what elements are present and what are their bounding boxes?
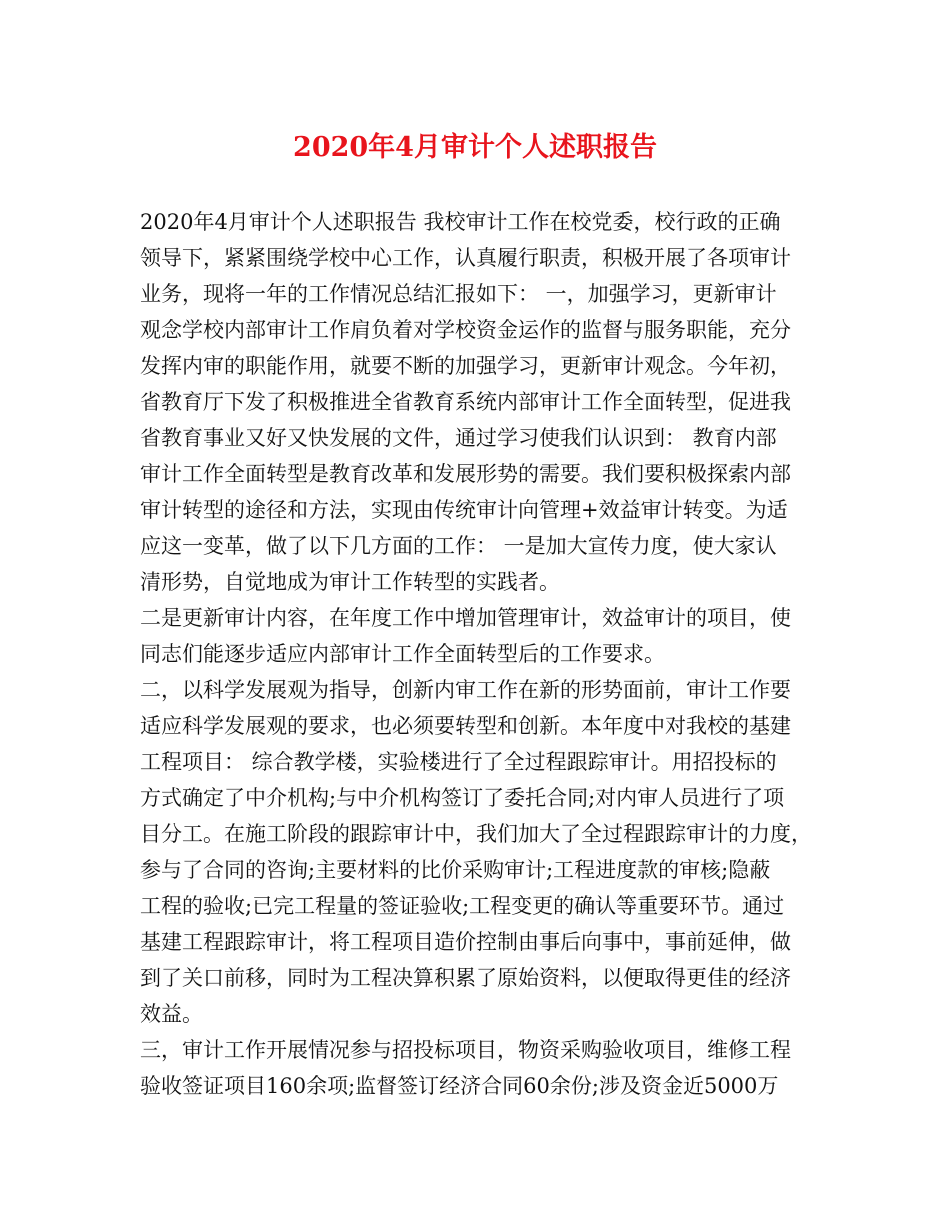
body-line: 审计转型的途径和方法，实现由传统审计向管理+效益审计转变。为适 <box>140 498 788 522</box>
body-line: 二是更新审计内容，在年度工作中增加管理审计，效益审计的项目，使 <box>140 606 791 630</box>
body-line: 参与了合同的咨询;主要材料的比价采购审计;工程进度款的审核;隐蔽 <box>140 858 771 882</box>
body-line: 2020年4月审计个人述职报告 我校审计工作在校党委，校行政的正确 <box>140 210 781 234</box>
body-line: 审计工作全面转型是教育改革和发展形势的需要。我们要积极探索内部 <box>140 462 791 486</box>
body-line: 目分工。在施工阶段的跟踪审计中，我们加大了全过程跟踪审计的力度， <box>140 822 812 846</box>
document-title: 2020年4月审计个人述职报告 <box>293 132 657 163</box>
body-line: 工程的验收;已完工程量的签证验收;工程变更的确认等重要环节。通过 <box>140 894 785 918</box>
body-line: 验收签证项目160余项;监督签订经济合同60余份;涉及资金近5000万 <box>140 1074 779 1098</box>
body-line: 三，审计工作开展情况参与招投标项目，物资采购验收项目，维修工程 <box>140 1038 791 1062</box>
body-line: 业务，现将一年的工作情况总结汇报如下： 一，加强学习，更新审计 <box>140 282 777 306</box>
body-line: 适应科学发展观的要求，也必须要转型和创新。本年度中对我校的基建 <box>140 714 791 738</box>
body-line: 工程项目： 综合教学楼，实验楼进行了全过程跟踪审计。用招投标的 <box>140 750 777 774</box>
body-line: 观念学校内部审计工作肩负着对学校资金运作的监督与服务职能，充分 <box>140 318 791 342</box>
body-line: 省教育厅下发了积极推进全省教育系统内部审计工作全面转型，促进我 <box>140 390 791 414</box>
body-line: 到了关口前移，同时为工程决算积累了原始资料，以便取得更佳的经济 <box>140 966 791 990</box>
body-line: 省教育事业又好又快发展的文件，通过学习使我们认识到： 教育内部 <box>140 426 777 450</box>
body-line: 同志们能逐步适应内部审计工作全面转型后的工作要求。 <box>140 642 665 666</box>
body-line: 基建工程跟踪审计，将工程项目造价控制由事后向事中，事前延伸，做 <box>140 930 791 954</box>
body-line: 领导下，紧紧围绕学校中心工作，认真履行职责，积极开展了各项审计 <box>140 246 791 270</box>
body-line: 二，以科学发展观为指导，创新内审工作在新的形势面前，审计工作要 <box>140 678 791 702</box>
body-line: 发挥内审的职能作用，就要不断的加强学习，更新审计观念。今年初， <box>140 354 791 378</box>
body-line: 方式确定了中介机构;与中介机构签订了委托合同;对内审人员进行了项 <box>140 786 785 810</box>
body-line: 应这一变革，做了以下几方面的工作： 一是加大宣传力度，使大家认 <box>140 534 777 558</box>
body-line: 清形势，自觉地成为审计工作转型的实践者。 <box>140 570 560 594</box>
body-line: 效益。 <box>140 1002 203 1026</box>
document-body <box>140 204 830 1104</box>
